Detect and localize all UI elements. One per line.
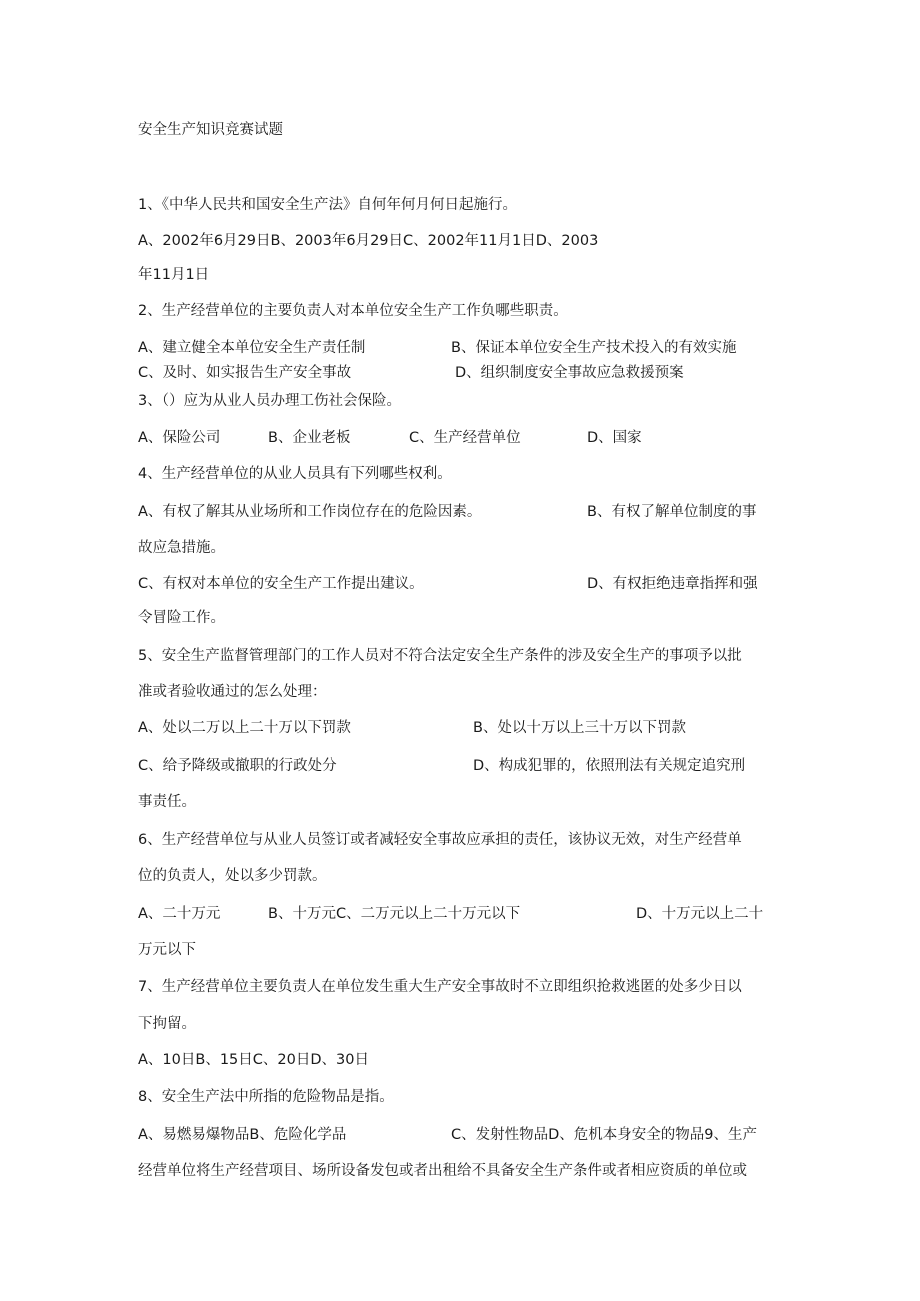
question-4-option-c: C、有权对本单位的安全生产工作提出建议。 (138, 576, 424, 592)
question-6-option-bc: B、十万元C、二万元以上二十万元以下 (268, 906, 521, 922)
question-3-option-d: D、国家 (587, 430, 642, 446)
question-2-option-a: A、建立健全本单位安全生产责任制 (138, 340, 366, 356)
question-1: 1、《中华人民共和国安全生产法》自何年何月何日起施行。 (138, 197, 517, 213)
question-5-option-a: A、处以二万以上二十万以下罚款 (138, 720, 351, 736)
question-6-option-a: A、二十万元 (138, 906, 221, 922)
question-6: 6、生产经营单位与从业人员签订或者减轻安全事故应承担的责任，该协议无效，对生产经营单 (138, 832, 742, 848)
question-2-option-b: B、保证本单位安全生产技术投入的有效实施 (451, 340, 737, 356)
question-6-option-d: D、十万元以上二十 (636, 906, 764, 922)
question-8-options-ab: A、易燃易爆物品B、危险化学品 (138, 1127, 347, 1143)
question-8-options-cd: C、发射性物品D、危机本身安全的物品9、生产 (451, 1127, 758, 1143)
question-8: 8、安全生产法中所指的危险物品是指。 (138, 1089, 394, 1105)
question-3-option-c: C、生产经营单位 (409, 430, 521, 446)
question-4-option-b: B、有权了解单位制度的事 (587, 504, 757, 520)
question-3-option-b: B、企业老板 (268, 430, 351, 446)
question-4-option-d: D、有权拒绝违章指挥和强 (587, 576, 758, 592)
question-1-options: A、2002年6月29日B、2003年6月29日C、2002年11月1日D、2003 (138, 233, 599, 249)
question-3-option-a: A、保险公司 (138, 430, 221, 446)
question-2-option-c: C、及时、如实报告生产安全事故 (138, 365, 352, 381)
question-6-cont: 位的负责人，处以多少罚款。 (138, 868, 327, 884)
question-6-option-d-cont: 万元以下 (138, 942, 196, 958)
question-2-option-d: D、组织制度安全事故应急救援预案 (455, 365, 684, 381)
question-5-option-b: B、处以十万以上三十万以下罚款 (473, 720, 686, 736)
question-9: 经营单位将生产经营项目、场所设备发包或者出租给不具备安全生产条件或者相应资质的单位或 (138, 1163, 747, 1179)
question-5-option-c: C、给予降级或撤职的行政处分 (138, 758, 337, 774)
question-7: 7、生产经营单位主要负责人在单位发生重大生产安全事故时不立即组织抢救逃匿的处多少日以 (138, 979, 742, 995)
question-2: 2、生产经营单位的主要负责人对本单位安全生产工作负哪些职责。 (138, 303, 568, 319)
question-5-cont: 准或者验收通过的怎么处理： (138, 684, 327, 700)
question-5: 5、安全生产监督管理部门的工作人员对不符合法定安全生产条件的涉及安全生产的事项予以批 (138, 648, 742, 664)
question-1-options-cont: 年11月1日 (138, 267, 210, 283)
question-5-option-d: D、构成犯罪的，依照刑法有关规定追究刑 (473, 758, 746, 774)
question-5-option-d-cont: 事责任。 (138, 794, 196, 810)
question-3: 3、（）应为从业人员办理工伤社会保险。 (138, 393, 401, 409)
question-4: 4、生产经营单位的从业人员具有下列哪些权利。 (138, 466, 452, 482)
document-title: 安全生产知识竞赛试题 (138, 122, 283, 138)
question-7-options: A、10日B、15日C、20日D、30日 (138, 1052, 369, 1068)
question-4-option-a: A、有权了解其从业场所和工作岗位存在的危险因素。 (138, 504, 482, 520)
question-7-cont: 下拘留。 (138, 1016, 196, 1032)
question-4-option-d-cont: 令冒险工作。 (138, 610, 225, 626)
question-4-option-b-cont: 故应急措施。 (138, 540, 225, 556)
